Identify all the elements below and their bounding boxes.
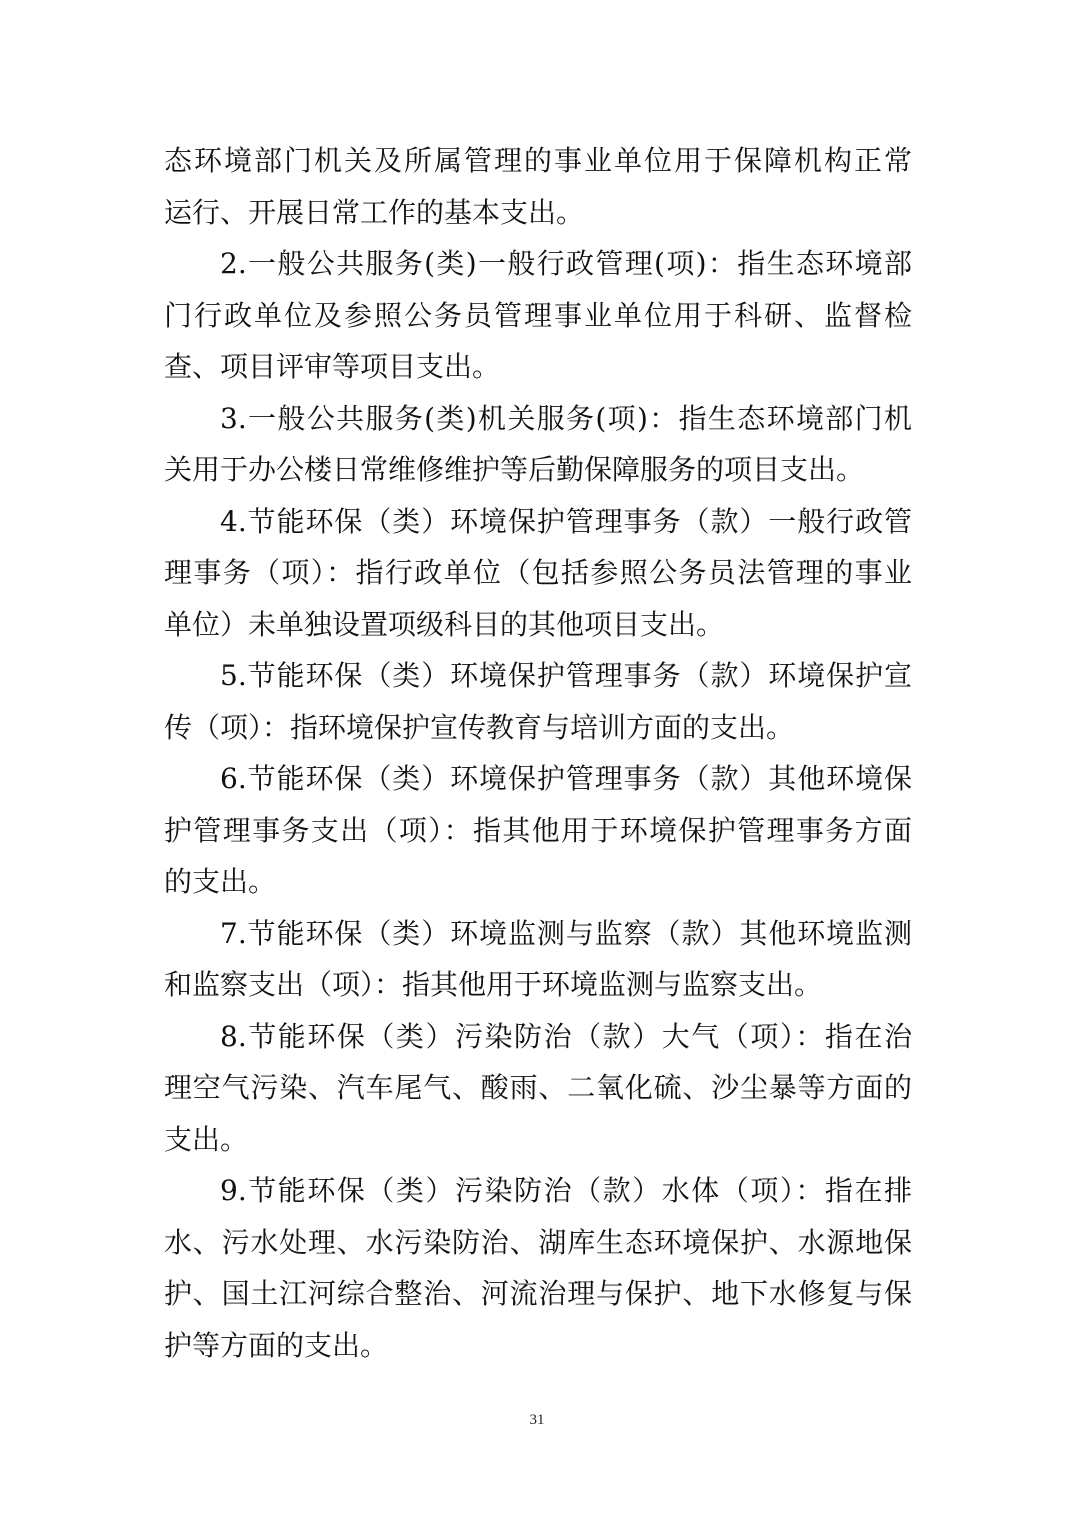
body-text [164,135,912,1371]
text-line: 运行、开展日常工作的基本支出。 [164,195,585,229]
text-line: 门行政单位及参照公务员管理事业单位用于科研、监督检 [164,298,912,332]
text-line: 7.节能环保（类）环境监测与监察（款）其他环境监测 [220,916,912,950]
text-line: 3.一般公共服务(类)机关服务(项)：指生态环境部门机 [220,401,912,435]
text-line: 支出。 [164,1122,249,1156]
text-line: 4.节能环保（类）环境保护管理事务（款）一般行政管 [220,504,912,538]
text-line: 理事务（项）：指行政单位（包括参照公务员法管理的事业 [164,556,912,589]
text-line: 8.节能环保（类）污染防治（款）大气（项）：指在治 [220,1019,912,1053]
text-line: 护管理事务支出（项）：指其他用于环境保护管理事务方面 [164,813,912,847]
text-line: 护等方面的支出。 [164,1328,389,1362]
text-line: 2.一般公共服务(类)一般行政管理(项)：指生态环境部 [220,247,912,280]
text-line: 9.节能环保（类）污染防治（款）水体（项）：指在排 [220,1174,912,1207]
text-line: 理空气污染、汽车尾气、酸雨、二氧化硫、沙尘暴等方面的 [164,1071,912,1104]
text-line: 查、项目评审等项目支出。 [164,350,501,383]
text-line: 5.节能环保（类）环境保护管理事务（款）环境保护宣 [220,659,912,692]
text-line: 关用于办公楼日常维修维护等后勤保障服务的项目支出。 [164,453,865,486]
text-line: 和监察支出（项）：指其他用于环境监测与监察支出。 [164,968,823,1001]
text-line: 的支出。 [164,865,277,898]
text-line: 传（项）：指环境保护宣传教育与培训方面的支出。 [164,710,795,744]
text-line: 水、污水处理、水污染防治、湖库生态环境保护、水源地保 [164,1225,912,1259]
text-line: 态环境部门机关及所属管理的事业单位用于保障机构正常 [164,144,912,177]
text-line: 6.节能环保（类）环境保护管理事务（款）其他环境保 [220,762,912,795]
page-number: 31 [529,1412,545,1428]
text-line: 护、国土江河综合整治、河流治理与保护、地下水修复与保 [164,1277,912,1310]
text-line: 单位）未单独设置项级科目的其他项目支出。 [164,607,725,641]
